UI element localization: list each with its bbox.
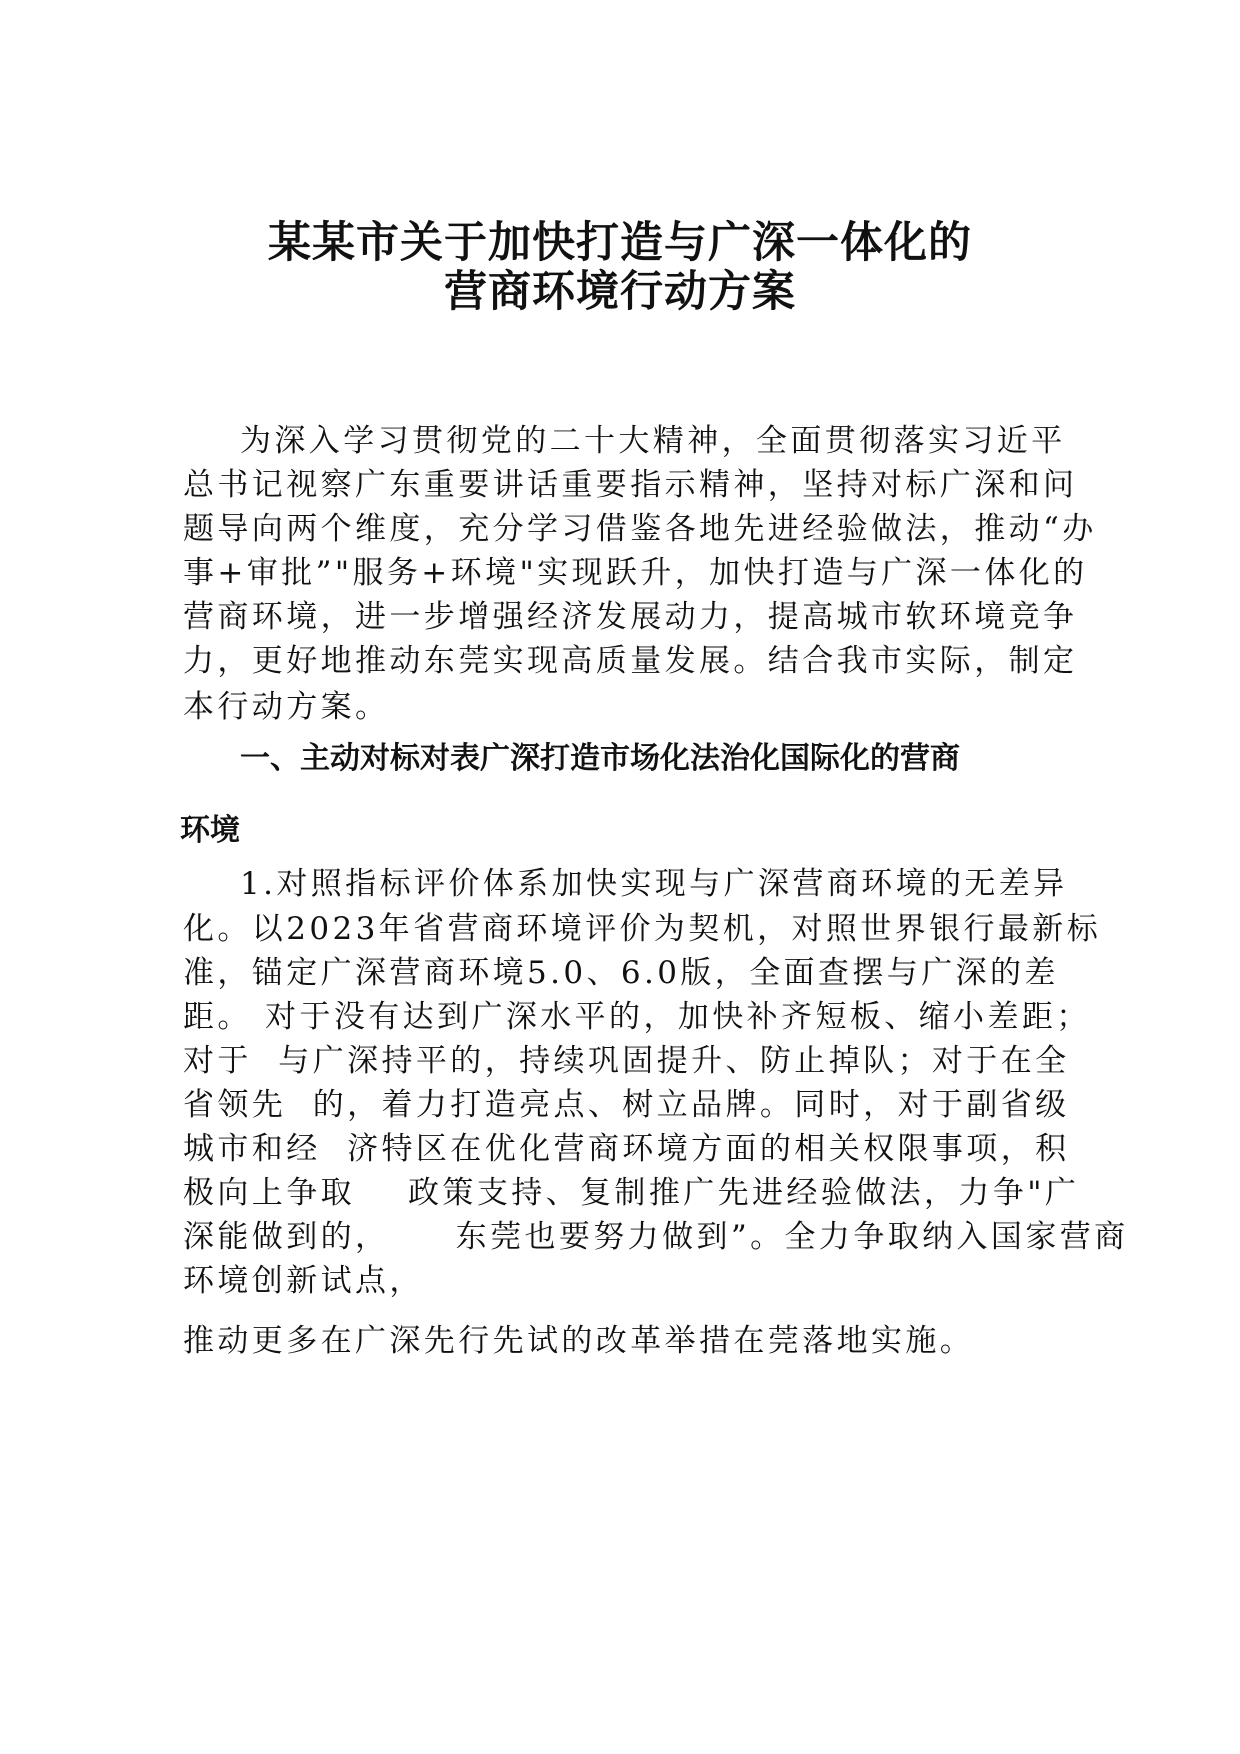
intro-line: 力，更好地推动东莞实现高质量发展。结合我市实际，制定 — [183, 643, 1078, 679]
item-line: 距。 对于没有达到广深水平的，加快补齐短板、缩小差距； — [183, 999, 1091, 1035]
section-heading-line-2: 环境 — [180, 813, 240, 848]
intro-line: 事+审批”"服务+环境"实现跃升，加快打造与广深一体化的 — [183, 555, 1088, 591]
item-line: 对于 与广深持平的，持续巩固提升、防止掉队；对于在全 — [183, 1043, 1070, 1079]
item-line: 极向上争取 政策支持、复制推广先进经验做法，力争"广 — [183, 1175, 1080, 1211]
intro-line: 总书记视察广东重要讲话重要指示精神，坚持对标广深和问 — [183, 467, 1078, 503]
item-line: 城市和经 济特区在优化营商环境方面的相关权限事项，积 — [183, 1131, 1070, 1167]
intro-line: 本行动方案。 — [183, 689, 390, 725]
item-line: 环境创新试点， — [183, 1263, 424, 1299]
item-line: 1.对照指标评价体系加快实现与广深营商环境的无差异 — [240, 866, 1068, 902]
item-line: 省领先 的，着力打造亮点、树立品牌。同时，对于副省级 — [183, 1087, 1070, 1123]
item-line: 化。以2023年省营商环境评价为契机，对照世界银行最新标 — [183, 911, 1102, 947]
document-title-line-1: 某某市关于加快打造与广深一体化的 — [268, 218, 972, 268]
item-line: 推动更多在广深先行先试的改革举措在莞落地实施。 — [183, 1323, 975, 1359]
section-heading-line-1: 一、主动对标对表广深打造市场化法治化国际化的营商 — [240, 741, 960, 776]
item-line: 准，锚定广深营商环境5.0、6.0版，全面查摆与广深的差 — [183, 955, 1059, 991]
document-title-line-2: 营商环境行动方案 — [444, 267, 796, 317]
intro-line: 为深入学习贯彻党的二十大精神，全面贯彻落实习近平 — [240, 423, 1066, 459]
item-line: 深能做到的， 东莞也要努力做到”。全力争取纳入国家营商 — [183, 1219, 1129, 1255]
intro-line: 营商环境，进一步增强经济发展动力，提高城市软环境竞争 — [183, 599, 1078, 635]
intro-line: 题导向两个维度，充分学习借鉴各地先进经验做法，推动“办 — [183, 511, 1097, 547]
